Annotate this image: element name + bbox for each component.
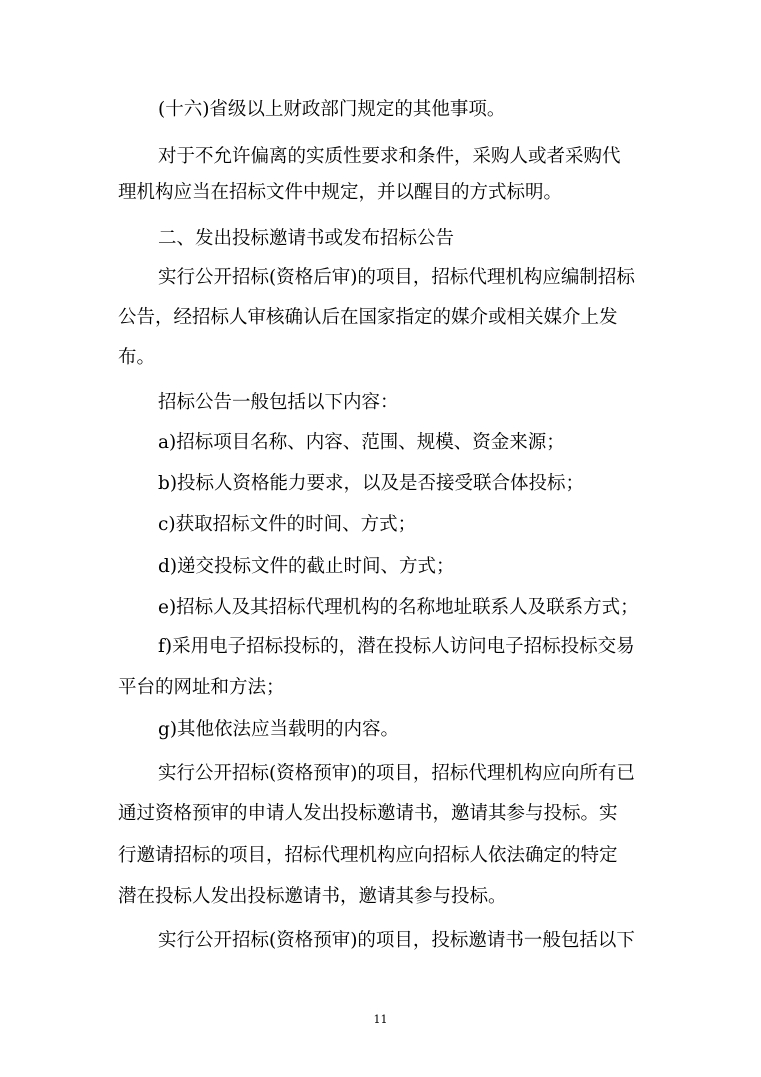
text-line: 公告，经招标人审核确认后在国家指定的媒介或相关媒介上发 bbox=[118, 307, 618, 328]
text-line: 通过资格预审的申请人发出投标邀请书，邀请其参与投标。实 bbox=[118, 803, 618, 824]
text-line: 实行公开招标(资格预审)的项目，招标代理机构应向所有已 bbox=[158, 763, 635, 784]
text-line: 潜在投标人发出投标邀请书，邀请其参与投标。 bbox=[118, 886, 507, 907]
text-line: 实行公开招标(资格预审)的项目，投标邀请书一般包括以下 bbox=[158, 930, 635, 951]
list-item: f)采用电子招标投标的，潜在投标人访问电子招标投标交易 bbox=[158, 636, 635, 657]
text-line: 实行公开招标(资格后审)的项目，招标代理机构应编制招标 bbox=[158, 267, 635, 288]
text-line: 招标公告一般包括以下内容： bbox=[158, 392, 399, 413]
text-line: 平台的网址和方法； bbox=[118, 677, 285, 698]
text-line: 对于不允许偏离的实质性要求和条件，采购人或者采购代 bbox=[158, 146, 621, 167]
list-item: a)招标项目名称、内容、范围、规模、资金来源； bbox=[158, 432, 565, 453]
text-line: 理机构应当在招标文件中规定，并以醒目的方式标明。 bbox=[118, 182, 563, 203]
list-item: b)投标人资格能力要求，以及是否接受联合体投标； bbox=[158, 473, 585, 494]
list-item: d)递交投标文件的截止时间、方式； bbox=[158, 556, 455, 577]
list-item: c)获取招标文件的时间、方式； bbox=[158, 514, 417, 535]
section-heading: 二、发出投标邀请书或发布招标公告 bbox=[158, 228, 455, 249]
text-line: 布。 bbox=[118, 347, 156, 368]
text-line: 行邀请招标的项目，招标代理机构应向招标人依法确定的特定 bbox=[118, 845, 618, 866]
text-line: (十六)省级以上财政部门规定的其他事项。 bbox=[158, 99, 506, 120]
page-number: 11 bbox=[373, 1013, 388, 1026]
list-item: e)招标人及其招标代理机构的名称地址联系人及联系方式； bbox=[158, 597, 639, 618]
list-item: g)其他依法应当载明的内容。 bbox=[158, 719, 400, 740]
